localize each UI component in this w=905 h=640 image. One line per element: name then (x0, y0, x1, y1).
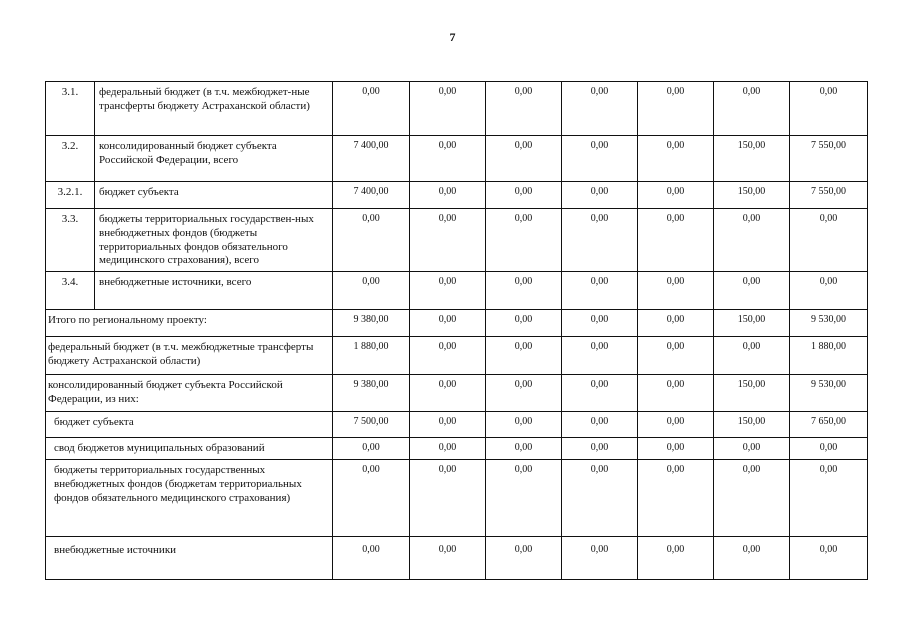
row-value: 0,00 (562, 460, 638, 537)
row-value: 0,00 (333, 460, 410, 537)
row-value: 0,00 (333, 438, 410, 460)
row-value: 0,00 (790, 82, 868, 136)
row-value: 0,00 (562, 537, 638, 580)
row-code: 3.2. (46, 136, 95, 182)
row-value: 7 550,00 (790, 136, 868, 182)
row-value: 7 650,00 (790, 412, 868, 438)
row-value: 0,00 (486, 460, 562, 537)
total-row-name: внебюджетные источники (46, 537, 333, 580)
row-value: 0,00 (410, 310, 486, 337)
row-value: 0,00 (638, 272, 714, 310)
row-value: 0,00 (638, 209, 714, 272)
row-value: 0,00 (714, 438, 790, 460)
row-value: 0,00 (638, 310, 714, 337)
row-value: 7 550,00 (790, 182, 868, 209)
row-value: 0,00 (562, 82, 638, 136)
row-value: 7 400,00 (333, 182, 410, 209)
row-value: 150,00 (714, 310, 790, 337)
row-value: 0,00 (333, 82, 410, 136)
row-value: 0,00 (410, 82, 486, 136)
table-row (46, 537, 868, 580)
row-value: 0,00 (638, 460, 714, 537)
row-value: 0,00 (410, 412, 486, 438)
row-value: 7 500,00 (333, 412, 410, 438)
row-value: 0,00 (562, 375, 638, 412)
row-value: 0,00 (410, 438, 486, 460)
total-row-name: бюджеты территориальных государственных внебюджетных фондов (бюджетам территориальных фондов обязательного медицинского страхования) (46, 460, 333, 537)
row-value: 0,00 (486, 182, 562, 209)
row-value: 0,00 (486, 375, 562, 412)
row-value: 0,00 (638, 438, 714, 460)
total-row-name: свод бюджетов муниципальных образований (46, 438, 333, 460)
row-value: 0,00 (562, 412, 638, 438)
row-value: 0,00 (562, 272, 638, 310)
budget-table (45, 81, 868, 580)
row-value: 0,00 (714, 337, 790, 375)
row-value: 0,00 (638, 537, 714, 580)
row-value: 0,00 (638, 136, 714, 182)
row-value: 0,00 (333, 272, 410, 310)
row-value: 0,00 (790, 460, 868, 537)
row-value: 0,00 (714, 537, 790, 580)
row-value: 7 400,00 (333, 136, 410, 182)
page-number: 7 (449, 30, 456, 44)
row-value: 0,00 (486, 209, 562, 272)
row-value: 0,00 (562, 136, 638, 182)
row-value: 0,00 (486, 82, 562, 136)
row-name: бюджеты территориальных государствен-ных внебюджетных фондов (бюджеты территориальных фондов обязательного медицинского страхования), всего (95, 209, 333, 272)
row-code: 3.2.1. (46, 182, 95, 209)
total-row-name: федеральный бюджет (в т.ч. межбюджетные трансферты бюджету Астраханской области) (46, 337, 333, 375)
table-row (46, 272, 868, 310)
row-value: 0,00 (714, 272, 790, 310)
row-value: 0,00 (562, 337, 638, 375)
row-value: 0,00 (562, 438, 638, 460)
row-value: 0,00 (410, 375, 486, 412)
row-name: федеральный бюджет (в т.ч. межбюджет-ные трансферты бюджету Астраханской области) (95, 82, 333, 136)
row-value: 0,00 (410, 337, 486, 375)
table-row (46, 310, 868, 337)
table-row (46, 460, 868, 537)
row-value: 0,00 (333, 537, 410, 580)
row-name: бюджет субъекта (95, 182, 333, 209)
row-value: 0,00 (638, 337, 714, 375)
row-value: 0,00 (790, 537, 868, 580)
total-row-name: бюджет субъекта (46, 412, 333, 438)
row-value: 0,00 (486, 438, 562, 460)
row-value: 0,00 (486, 272, 562, 310)
row-value: 0,00 (410, 272, 486, 310)
table-row (46, 209, 868, 272)
row-value: 0,00 (562, 182, 638, 209)
row-code: 3.1. (46, 82, 95, 136)
row-value: 0,00 (410, 182, 486, 209)
row-value: 0,00 (638, 82, 714, 136)
row-code: 3.4. (46, 272, 95, 310)
row-value: 0,00 (714, 82, 790, 136)
row-value: 0,00 (790, 272, 868, 310)
row-value: 0,00 (333, 209, 410, 272)
row-value: 0,00 (714, 209, 790, 272)
row-value: 150,00 (714, 375, 790, 412)
row-value: 0,00 (714, 460, 790, 537)
row-value: 9 380,00 (333, 310, 410, 337)
row-value: 0,00 (486, 537, 562, 580)
table-row (46, 375, 868, 412)
row-value: 9 530,00 (790, 375, 868, 412)
row-code: 3.3. (46, 209, 95, 272)
row-value: 0,00 (562, 310, 638, 337)
row-value: 0,00 (790, 209, 868, 272)
row-name: внебюджетные источники, всего (95, 272, 333, 310)
row-value: 0,00 (410, 537, 486, 580)
row-value: 9 530,00 (790, 310, 868, 337)
total-row-name: консолидированный бюджет субъекта Российской Федерации, из них: (46, 375, 333, 412)
table-row (46, 182, 868, 209)
row-value: 150,00 (714, 182, 790, 209)
row-value: 0,00 (410, 136, 486, 182)
table-row (46, 412, 868, 438)
table-row (46, 337, 868, 375)
row-value: 0,00 (410, 460, 486, 537)
row-value: 9 380,00 (333, 375, 410, 412)
row-value: 0,00 (638, 375, 714, 412)
table-row (46, 438, 868, 460)
total-row-name: Итого по региональному проекту: (46, 310, 333, 337)
row-value: 0,00 (410, 209, 486, 272)
row-value: 0,00 (486, 412, 562, 438)
row-value: 150,00 (714, 136, 790, 182)
row-value: 0,00 (790, 438, 868, 460)
row-value: 150,00 (714, 412, 790, 438)
row-value: 0,00 (562, 209, 638, 272)
row-value: 0,00 (486, 136, 562, 182)
row-value: 1 880,00 (790, 337, 868, 375)
table-row (46, 82, 868, 136)
row-value: 1 880,00 (333, 337, 410, 375)
row-name: консолидированный бюджет субъекта Российской Федерации, всего (95, 136, 333, 182)
row-value: 0,00 (638, 182, 714, 209)
row-value: 0,00 (486, 310, 562, 337)
row-value: 0,00 (486, 337, 562, 375)
table-row (46, 136, 868, 182)
row-value: 0,00 (638, 412, 714, 438)
